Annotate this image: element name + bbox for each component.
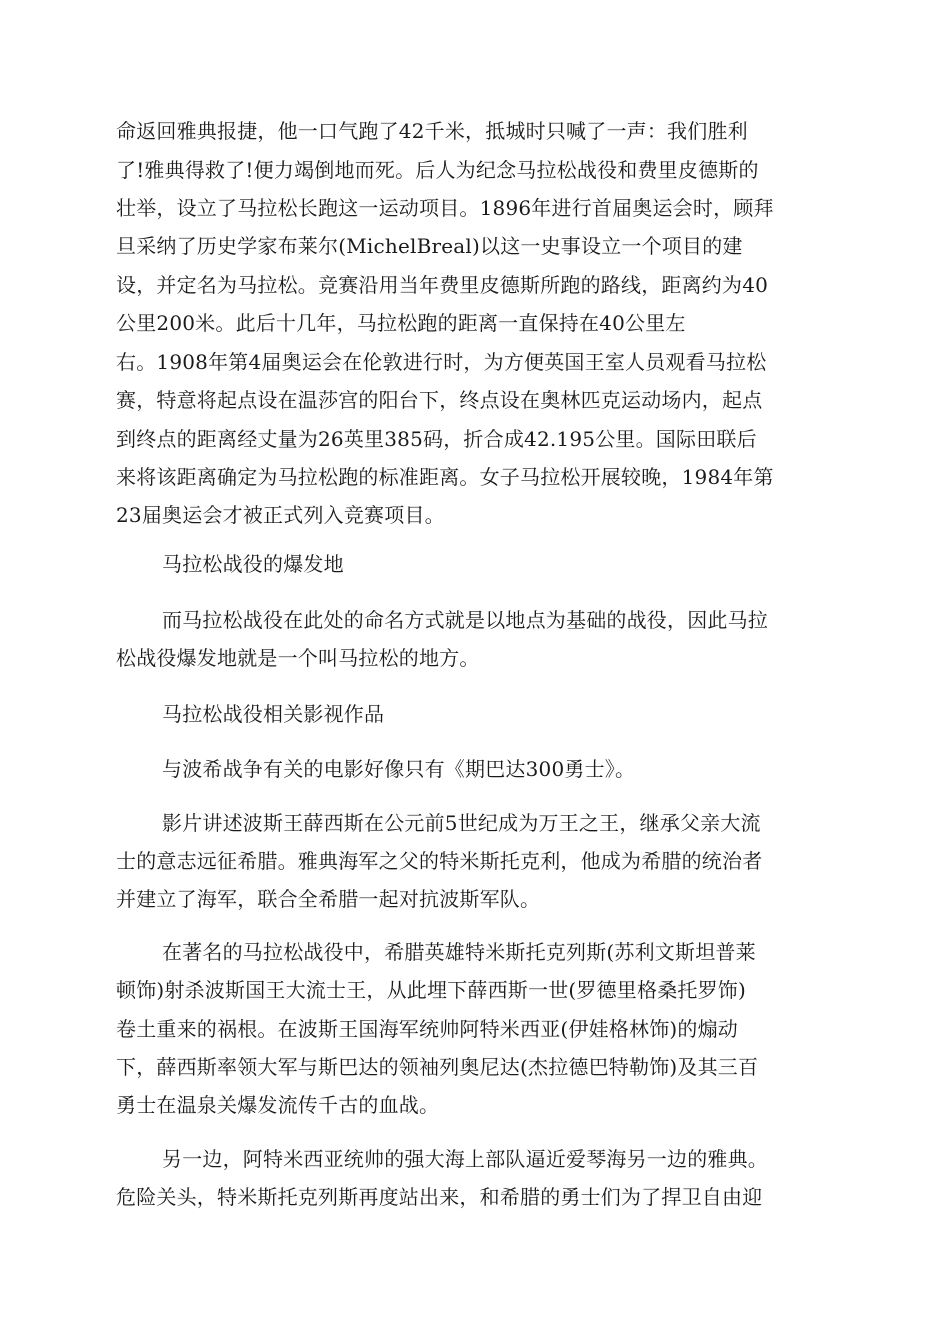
- text-line: 松战役爆发地就是一个叫马拉松的地方。: [116, 646, 480, 670]
- text-line: 在著名的马拉松战役中，希腊英雄特米斯托克列斯(苏利文斯坦普莱: [162, 940, 756, 964]
- text-line: 设，并定名为马拉松。竞赛沿用当年费里皮德斯所跑的路线，距离约为40: [116, 273, 769, 297]
- text-line: 另一边，阿特米西亚统帅的强大海上部队逼近爱琴海另一边的雅典。: [162, 1147, 768, 1171]
- text-line: 影片讲述波斯王薛西斯在公元前5世纪成为万王之王，继承父亲大流: [162, 811, 761, 835]
- text-line: 了!雅典得救了!便力竭倒地而死。后人为纪念马拉松战役和费里皮德斯的: [116, 158, 759, 182]
- text-line: 旦采纳了历史学家布莱尔(MichelBreal)以这一史事设立一个项目的建: [116, 234, 743, 258]
- text-line: 来将该距离确定为马拉松跑的标准距离。女子马拉松开展较晚，1984年第: [116, 465, 774, 489]
- section-heading: 马拉松战役的爆发地: [162, 552, 344, 576]
- text-line: 危险关头，特米斯托克列斯再度站出来，和希腊的勇士们为了捍卫自由迎: [116, 1185, 763, 1209]
- text-line: 与波希战争有关的电影好像只有《期巴达300勇士》。: [162, 757, 636, 781]
- section-heading: 马拉松战役相关影视作品: [162, 702, 385, 726]
- text-line: 壮举，设立了马拉松长跑这一运动项目。1896年进行首届奥运会时，顾拜: [116, 196, 774, 220]
- text-line: 23届奥运会才被正式列入竞赛项目。: [116, 503, 445, 527]
- text-line: 顿饰)射杀波斯国王大流士王，从此埋下薛西斯一世(罗德里格桑托罗饰): [116, 978, 747, 1002]
- text-line: 勇士在温泉关爆发流传千古的血战。: [116, 1093, 440, 1117]
- text-line: 公里200米。此后十几年，马拉松跑的距离一直保持在40公里左: [116, 311, 686, 335]
- text-line: 而马拉松战役在此处的命名方式就是以地点为基础的战役，因此马拉: [162, 608, 768, 632]
- text-line: 右。1908年第4届奥运会在伦敦进行时，为方便英国王室人员观看马拉松: [116, 350, 767, 374]
- text-line: 命返回雅典报捷，他一口气跑了42千米，抵城时只喊了一声：我们胜利: [116, 119, 748, 143]
- text-line: 卷土重来的祸根。在波斯王国海军统帅阿特米西亚(伊娃格林饰)的煽动: [116, 1017, 739, 1041]
- text-line: 下，薛西斯率领大军与斯巴达的领袖列奥尼达(杰拉德巴特勒饰)及其三百: [116, 1055, 759, 1079]
- text-line: 到终点的距离经丈量为26英里385码，折合成42.195公里。国际田联后: [116, 427, 757, 451]
- text-line: 赛，特意将起点设在温莎宫的阳台下，终点设在奥林匹克运动场内，起点: [116, 388, 763, 412]
- text-line: 士的意志远征希腊。雅典海军之父的特米斯托克利，他成为希腊的统治者: [116, 849, 763, 873]
- text-line: 并建立了海军，联合全希腊一起对抗波斯军队。: [116, 887, 541, 911]
